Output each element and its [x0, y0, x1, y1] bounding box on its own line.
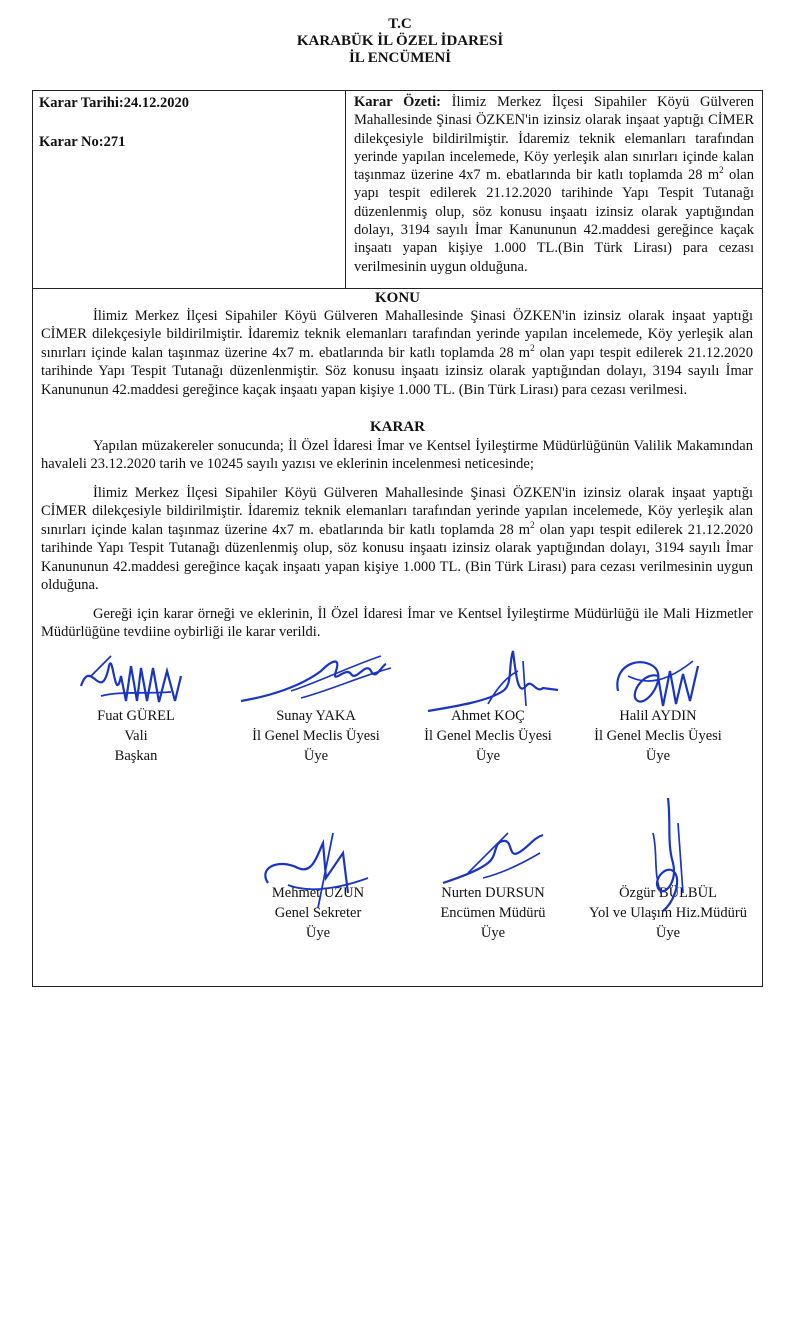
signatory-title: İl Genel Meclis Üyesi	[424, 728, 552, 744]
signatory-title: Vali	[124, 728, 148, 744]
decision-box	[32, 90, 763, 987]
karar-paragraph-3: Gereği için karar örneği ve eklerinin, İl Özel İdaresi İmar ve Kentsel İyileştirme Müdürlüğü ile Mali Hizmetler Müdürlüğüne tevdiine oybirliği ile karar verildi.	[41, 606, 753, 641]
summary-label: Karar Özeti:	[354, 94, 441, 110]
signatory-name: Halil AYDIN	[619, 708, 697, 724]
signatory-title: Yol ve Ulaşım Hiz.Müdürü	[588, 905, 748, 921]
summary-superscript: 2	[719, 165, 724, 176]
konu-text-a: İlimiz Merkez İlçesi Sipahiler Köyü Gülveren Mahallesinde Şinasi ÖZKEN'in izinsiz olarak inşaat yaptığı CİMER dilekçesiyle bildirilmiştir. İdaremiz teknik elemanları tarafından yerinde yapılan incelemede, Köy yerleşik alan sınırları içinde kalan taşınmaz üzerine 4x7 m. ebatlarında bir katlı toplamda 28 m	[41, 308, 753, 361]
signature-block-7	[578, 883, 758, 943]
decision-date: Karar Tarihi:24.12.2020	[39, 95, 189, 111]
signature-block-1	[61, 706, 211, 766]
decision-meta	[33, 91, 346, 289]
konu-superscript: 2	[530, 342, 535, 353]
konu-heading: KONU	[375, 290, 420, 306]
signature-block-5	[238, 883, 398, 943]
signatory-title: Genel Sekreter	[274, 905, 362, 921]
signatory-name: Fuat GÜREL	[97, 708, 175, 724]
signatory-title: Encümen Müdürü	[440, 905, 546, 921]
signatory-name: Ahmet KOÇ	[451, 708, 525, 724]
decision-summary	[346, 91, 762, 289]
summary-text-b: olan yapı tespit edilerek 21.12.2020 tarihinde Yapı Tespit Tutanağı düzenlenmiş olup, söz konusu inşaatı izinsiz olarak yaptığından dolayı, 3194 sayılı İmar Kanununun 42.maddesi gereğince kaçak inşaatı yapan kişiye 1.000 TL.(Bin Türk Lirası) para cezası verilmesinin uygun olduğuna.	[354, 167, 754, 275]
signatory-role: Üye	[305, 925, 331, 941]
signature-block-3	[403, 706, 573, 766]
signatory-name: Nurten DURSUN	[441, 885, 545, 901]
header-line-institution: KARABÜK İL ÖZEL İDARESİ	[296, 33, 504, 49]
signatory-role: Üye	[480, 925, 506, 941]
signature-block-4	[573, 706, 743, 766]
karar-text-a: İlimiz Merkez İlçesi Sipahiler Köyü Gülveren Mahallesinde Şinasi ÖZKEN'in izinsiz olarak inşaat yaptığı CİMER dilekçesiyle bildirilmiştir. İdaremiz teknik elemanları tarafından yerinde yapılan incelemede, Köy yerleşik alan sınırları içinde kalan taşınmaz üzerine 4x7 m. ebatlarında bir katlı toplamda 28 m	[41, 485, 753, 538]
signatory-role: Üye	[475, 748, 501, 764]
karar-text-b: olan yapı tespit edilerek 21.12.2020 tarihinde Yapı Tespit Tutanağı düzenlenmiş olup, söz konusu inşaatı izinsiz olarak yaptığından dolayı, 3194 sayılı İmar Kanununun 42.maddesi gereğince kaçak inşaatı yapan kişiye 1.000 TL. (Bin Türk Lirası) para cezası verilmesinin uygun olduğuna.	[41, 521, 753, 594]
karar-paragraph-2	[41, 484, 753, 594]
karar-heading: KARAR	[370, 419, 425, 435]
signature-block-2	[221, 706, 411, 766]
signatory-title: İl Genel Meclis Üyesi	[594, 728, 722, 744]
signatory-name: Özgür BÜLBÜL	[619, 885, 717, 901]
signatory-role: Üye	[645, 748, 671, 764]
document-header	[0, 16, 800, 67]
signature-block-6	[413, 883, 573, 943]
konu-paragraph	[41, 307, 753, 399]
signatory-name: Mehmet UZUN	[271, 885, 365, 901]
konu-text-b: olan yapı tespit edilerek 21.12.2020 tarihinde Yapı Tespit Tutanağı düzenlenmiştir. Söz konusu inşaatı izinsiz olarak yaptığından dolayı, 3194 sayılı İmar Kanununun 42.maddesi gereğince kaçak inşaatı yapan kişiye 1.000 TL. (Bin Türk Lirası) para cezası verilmesi.	[41, 344, 753, 398]
karar-paragraph-1: Yapılan müzakereler sonucunda; İl Özel İdaresi İmar ve Kentsel İyileştirme Müdürlüğünün Valilik Makamından havaleli 23.12.2020 tarih ve 10245 sayılı yazısı ve eklerinin incelenmesi neticesinde;	[41, 438, 753, 473]
signatory-role: Başkan	[114, 748, 158, 764]
signatory-title: İl Genel Meclis Üyesi	[252, 728, 380, 744]
signatory-role: Üye	[303, 748, 329, 764]
signatory-name: Sunay YAKA	[276, 708, 356, 724]
header-line-tc: T.C	[388, 16, 412, 32]
signatory-role: Üye	[655, 925, 681, 941]
header-line-council: İL ENCÜMENİ	[348, 50, 452, 66]
decision-number: Karar No:271	[39, 134, 126, 150]
karar-superscript: 2	[530, 519, 535, 530]
summary-text-a: İlimiz Merkez İlçesi Sipahiler Köyü Gülveren Mahallesinde Şinasi ÖZKEN'in izinsiz olarak inşaat yaptığı CİMER dilekçesiyle bildirilmiştir. İdaremiz teknik elemanları tarafından yerinde yapılan incelemede, Köy yerleşik alan sınırları içinde kalan taşınmaz üzerine 4x7 m. ebatlarında bir katlı toplamda 28 m	[354, 94, 754, 184]
